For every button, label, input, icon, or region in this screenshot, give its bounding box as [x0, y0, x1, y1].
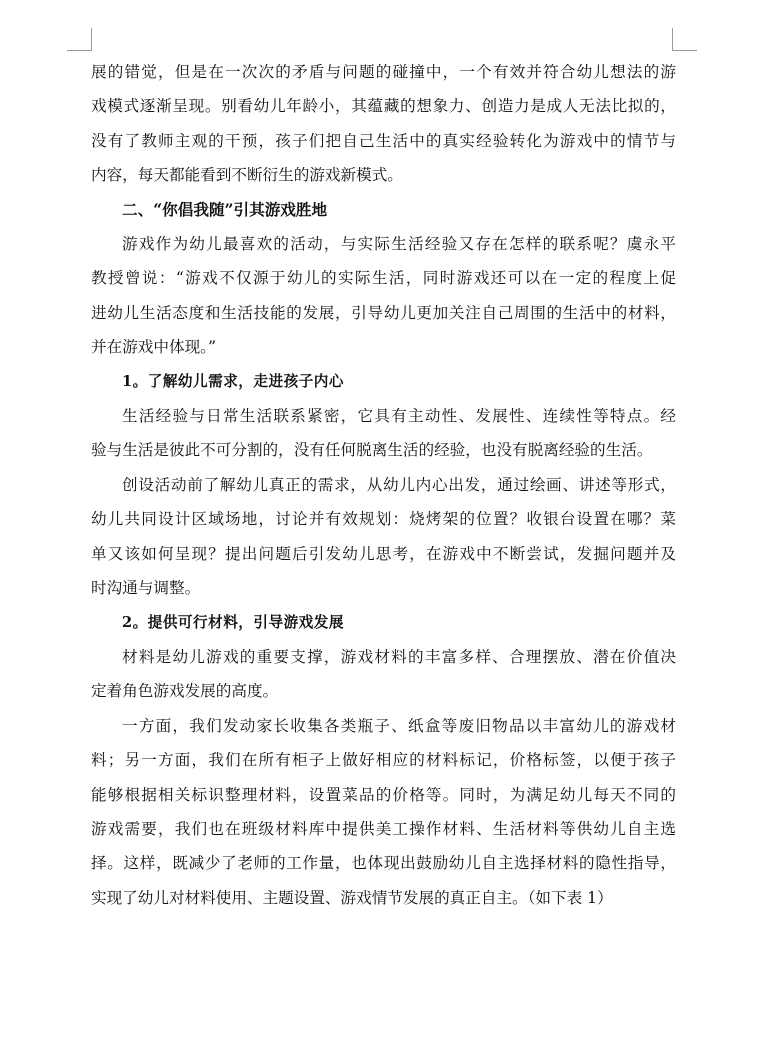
text-line: 实现了幼儿对材料使用、主题设置、游戏情节发展的真正自主。（如下表 1） — [91, 888, 613, 907]
document-body — [91, 55, 676, 915]
text-line: 教授曾说：“游戏不仅源于幼儿的实际生活，同时游戏还可以在一定的程度上促 — [91, 269, 676, 288]
paragraph — [91, 399, 676, 468]
text-line: 游戏需要，我们也在班级材料库中提供美工操作材料、生活材料等供幼儿自主选 — [91, 819, 676, 838]
text-line: 生活经验与日常生活联系紧密，它具有主动性、发展性、连续性等特点。经 — [122, 407, 676, 426]
subsection-heading: 2。提供可行材料，引导游戏发展 — [122, 613, 344, 631]
text-line: 单又该如何呈现？提出问题后引发幼儿思考，在游戏中不断尝试，发掘问题并及 — [91, 544, 676, 563]
subsection-heading: 1。了解幼儿需求，走进孩子内心 — [122, 372, 344, 390]
text-line: 戏模式逐渐呈现。别看幼儿年龄小，其蕴藏的想象力、创造力是成人无法比拟的， — [91, 97, 676, 116]
margin-corner-mark-top-right — [672, 28, 697, 51]
text-line: 定着角色游戏发展的高度。 — [91, 682, 279, 701]
text-line: 没有了教师主观的干预，孩子们把自己生活中的真实经验转化为游戏中的情节与 — [91, 131, 676, 150]
text-line: 料；另一方面，我们在所有柜子上做好相应的材料标记，价格标签，以便于孩子 — [91, 751, 676, 770]
paragraph-continuation — [91, 55, 676, 193]
paragraph — [91, 468, 676, 606]
text-line: 幼儿共同设计区域场地，讨论并有效规划：烧烤架的位置？收银台设置在哪？菜 — [91, 510, 676, 529]
paragraph — [91, 709, 676, 915]
text-line: 验与生活是彼此不可分割的，没有任何脱离生活的经验，也没有脱离经验的生活。 — [91, 441, 653, 460]
text-line: 时沟通与调整。 — [91, 579, 201, 598]
paragraph — [91, 640, 676, 709]
text-line: 内容，每天都能看到不断衍生的游戏新模式。 — [91, 166, 403, 185]
paragraph — [91, 227, 676, 365]
text-line: 展的错觉，但是在一次次的矛盾与问题的碰撞中，一个有效并符合幼儿想法的游 — [91, 63, 676, 81]
text-line: 游戏作为幼儿最喜欢的活动，与实际生活经验又存在怎样的联系呢？虞永平 — [122, 235, 676, 254]
section-heading: 二、“你倡我随”引其游戏胜地 — [122, 199, 328, 219]
margin-corner-mark-top-left — [67, 28, 92, 51]
text-line: 并在游戏中体现。” — [91, 338, 216, 357]
text-line: 能够根据相关标识整理材料，设置菜品的价格等。同时，为满足幼儿每天不同的 — [91, 785, 676, 804]
text-line: 一方面，我们发动家长收集各类瓶子、纸盒等废旧物品以丰富幼儿的游戏材 — [122, 716, 676, 735]
text-line: 材料是幼儿游戏的重要支撑，游戏材料的丰富多样、合理摆放、潜在价值决 — [122, 647, 676, 666]
text-line: 进幼儿生活态度和生活技能的发展，引导幼儿更加关注自己周围的生活中的材料， — [91, 303, 676, 322]
text-line: 创设活动前了解幼儿真正的需求，从幼儿内心出发，通过绘画、讲述等形式， — [122, 475, 676, 494]
text-line: 择。这样，既减少了老师的工作量，也体现出鼓励幼儿自主选择材料的隐性指导， — [91, 854, 676, 873]
